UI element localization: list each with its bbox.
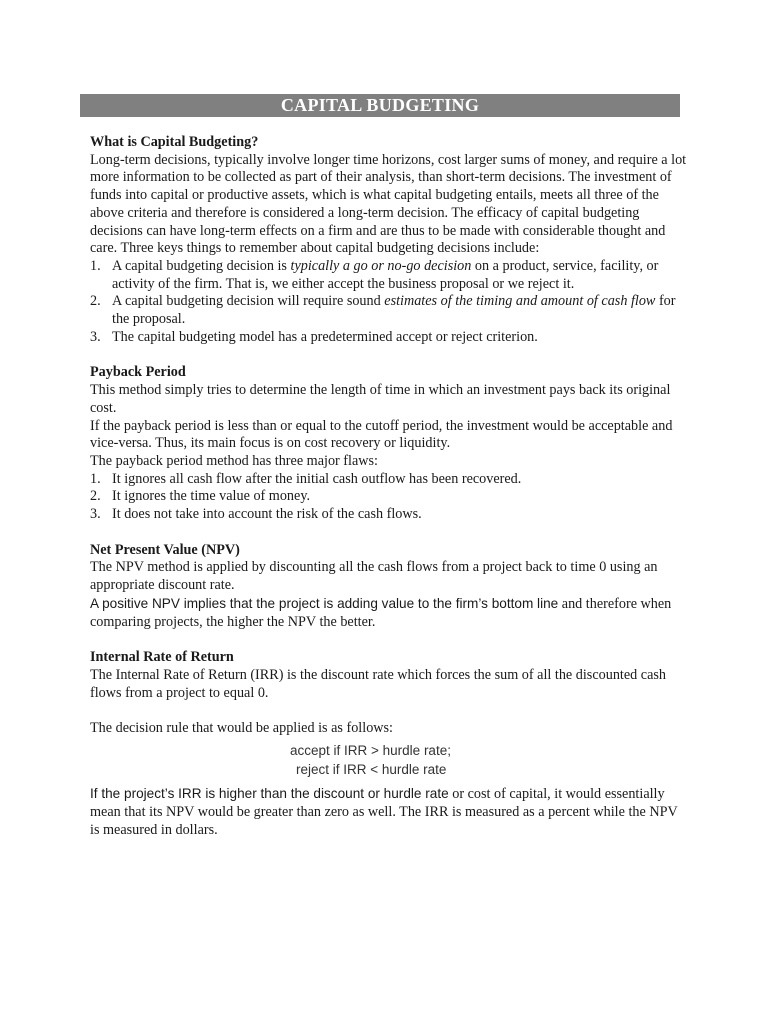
- list-text: on a product, service, facility, or activity of the firm. That is, we either accept the business proposal or we reject it.: [112, 257, 659, 292]
- section-heading-capital-budgeting: What is Capital Budgeting?: [90, 134, 259, 150]
- document-body: [90, 134, 690, 839]
- list-text: It ignores the time value of money.: [112, 488, 311, 505]
- list-item: [90, 488, 690, 506]
- emphasis-text: typically a go or no-go decision: [290, 257, 472, 274]
- section-heading-payback-period: Payback Period: [90, 364, 186, 381]
- paragraph-text: and therefore when comparing projects, the higher the NPV the better.: [90, 595, 672, 630]
- formula-reject: reject if IRR < hurdle rate: [296, 762, 447, 778]
- paragraph-intro: Long-term decisions, typically involve longer time horizons, cost larger sums of money, and require a lot more information to be collected as part of their analysis, than short-term decisions. The investment of funds into capital or productive assets, which is what capital budgeting entails, meets all three of the above criteria and therefore is considered a long-term decision. The efficacy of capital budgeting decisions can have long-term effects on a firm and are thus to be made with considerable thought and care. Three keys things to remember about capital budgeting decisions include:: [90, 151, 687, 257]
- paragraph: If the payback period is less than or equal to the cutoff period, the investment would be acceptable and vice-versa. Thus, its main focus is on cost recovery or liquidity.: [90, 417, 673, 452]
- formula-accept: accept if IRR > hurdle rate;: [290, 743, 451, 759]
- spacer: [90, 346, 690, 364]
- paragraph-text: If the project’s IRR is higher than the discount or hurdle rate: [90, 786, 449, 802]
- list-item: [90, 471, 690, 489]
- paragraph: The decision rule that would be applied is as follows:: [90, 720, 393, 737]
- paragraph: [90, 595, 690, 631]
- emphasis-text: estimates of the timing and amount of cash flow: [384, 293, 656, 310]
- list-number: 1.: [90, 257, 101, 274]
- list-item: [90, 329, 690, 347]
- list-text: It ignores all cash flow after the initial cash outflow has been recovered.: [112, 470, 522, 487]
- list-text: The capital budgeting model has a predetermined accept or reject criterion.: [112, 328, 538, 345]
- list-text: It does not take into account the risk of the cash flows.: [112, 506, 422, 523]
- list-number: 3.: [90, 328, 101, 345]
- list-number: 1.: [90, 470, 101, 487]
- paragraph: The Internal Rate of Return (IRR) is the discount rate which forces the sum of all the discounted cash flows from a project to equal 0.: [90, 666, 666, 701]
- list-number: 2.: [90, 488, 101, 505]
- list-item: [90, 293, 690, 328]
- spacer: [90, 631, 690, 649]
- spacer: [90, 524, 690, 542]
- paragraph: The payback period method has three major flaws:: [90, 452, 378, 469]
- paragraph-text: or cost of capital, it would essentially mean that its NPV would be greater than zero as well. The IRR is measured as a percent while the NPV is measured in dollars.: [90, 786, 678, 838]
- decision-rule-formula: [290, 741, 690, 779]
- list-text: A capital budgeting decision will require sound: [112, 293, 385, 310]
- paragraph: The NPV method is applied by discounting all the cash flows from a project back to time 0 using an appropriate discount rate.: [90, 559, 658, 594]
- paragraph: [90, 785, 690, 839]
- spacer: [90, 702, 690, 720]
- list-number: 2.: [90, 293, 101, 310]
- document-title: CAPITAL BUDGETING: [80, 94, 680, 117]
- list-text: A capital budgeting decision is: [112, 257, 291, 274]
- key-points-list: [90, 258, 690, 347]
- list-item: [90, 258, 690, 293]
- paragraph: This method simply tries to determine the length of time in which an investment pays back its original cost.: [90, 382, 671, 416]
- list-item: [90, 506, 690, 524]
- section-heading-irr: Internal Rate of Return: [90, 649, 234, 666]
- list-number: 3.: [90, 506, 101, 523]
- list-text: for the proposal.: [112, 293, 676, 328]
- section-heading-npv: Net Present Value (NPV): [90, 541, 240, 558]
- paragraph-text: A positive NPV implies that the project is adding value to the firm’s bottom line: [90, 595, 559, 611]
- flaws-list: [90, 471, 690, 524]
